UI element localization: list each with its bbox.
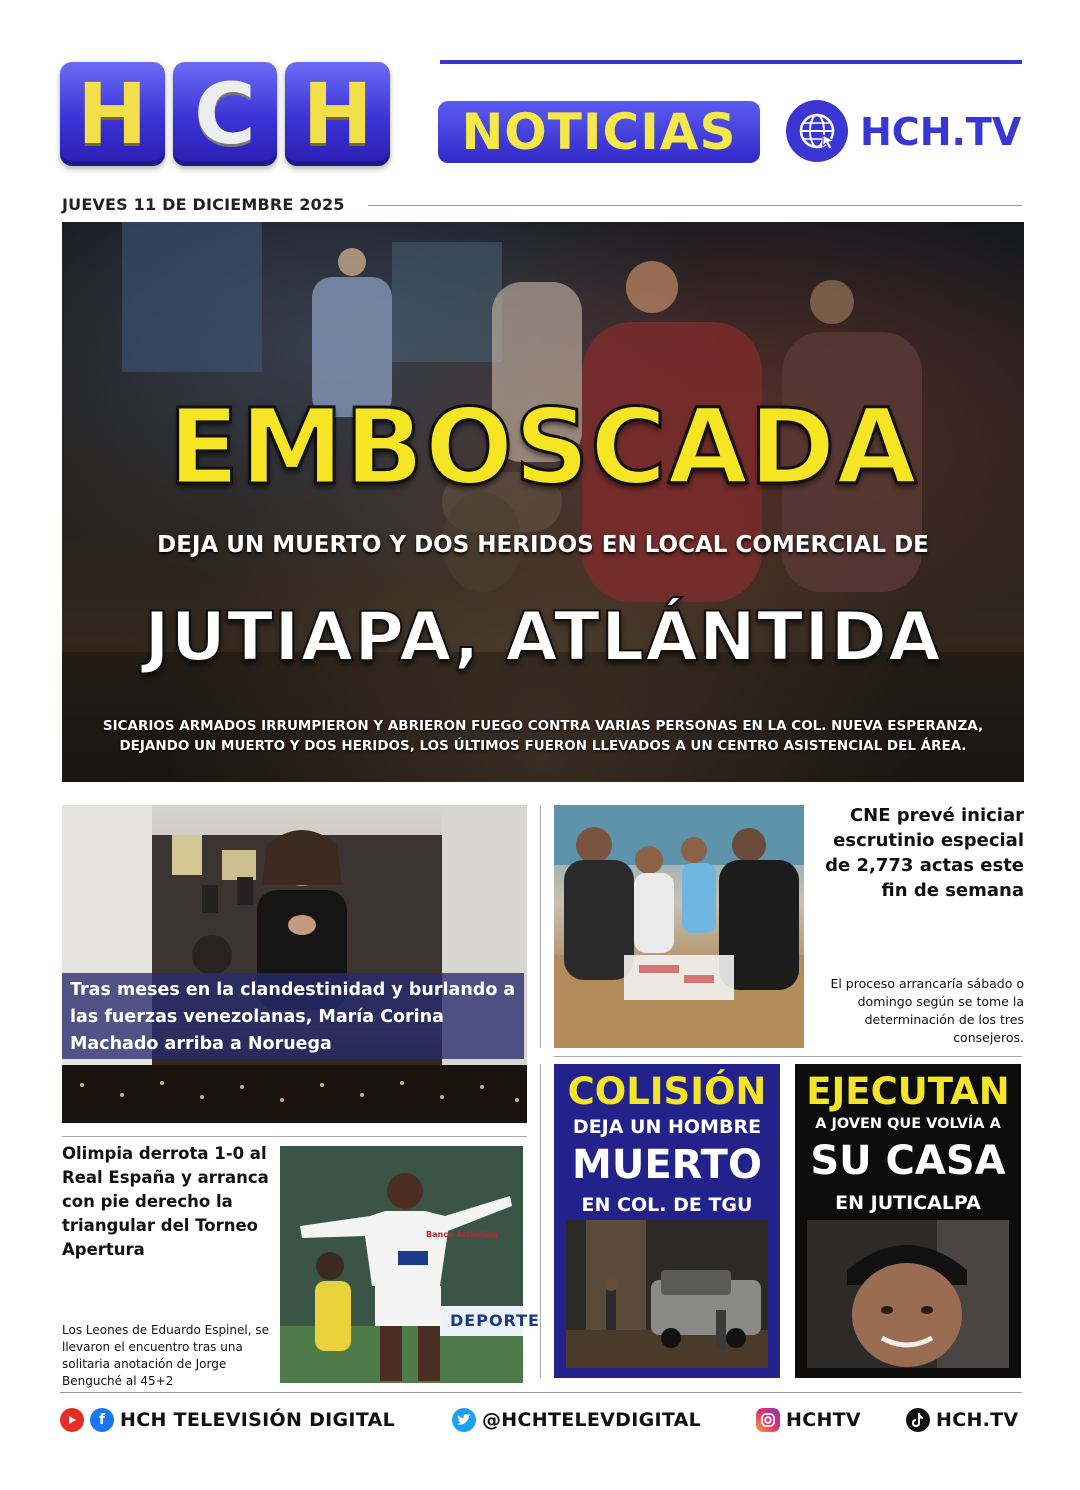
hero-summary: SICARIOS ARMADOS IRRUMPIERON Y ABRIERON FUEGO CONTRA VARIAS PERSONAS EN LA COL. NUEVA ESPERANZA, DEJANDO UN MUERTO Y DOS HERIDOS, LOS ÚLTIMOS FUERON LLEVADOS A UN CENTRO ASISTENCIAL DEL ÁREA. bbox=[102, 718, 984, 754]
machado-headline: Tras meses en la clandestinidad y burlando a las fuerzas venezolanas, María Corina Machado arriba a Noruega bbox=[62, 973, 524, 1059]
footer-divider bbox=[60, 1392, 1022, 1393]
column-divider-lower bbox=[540, 1064, 541, 1378]
hch-logo[interactable] bbox=[60, 62, 390, 166]
instagram-handle: HCHTV bbox=[786, 1409, 861, 1431]
ejecutan-line3: SU CASA bbox=[810, 1138, 1006, 1184]
ad-board-text: DEPORTE bbox=[450, 1311, 540, 1330]
hero-subtitle: DEJA UN MUERTO Y DOS HERIDOS EN LOCAL COMERCIAL DE bbox=[157, 532, 929, 558]
ejecutan-title: EJECUTAN bbox=[806, 1070, 1010, 1113]
colision-story[interactable] bbox=[554, 1064, 780, 1378]
cne-headline[interactable]: CNE prevé iniciar escrutinio especial de 2,773 actas este fin de semana bbox=[825, 805, 1024, 901]
cne-photo[interactable] bbox=[554, 805, 804, 1048]
hero-location: JUTIAPA, ATLÁNTIDA bbox=[144, 598, 942, 677]
ejecutan-story[interactable] bbox=[795, 1064, 1021, 1378]
tiktok-icon[interactable] bbox=[906, 1408, 930, 1432]
twitter-icon[interactable] bbox=[452, 1408, 476, 1432]
instagram-icon[interactable] bbox=[756, 1408, 780, 1432]
issue-date: JUEVES 11 DE DICIEMBRE 2025 bbox=[62, 195, 345, 214]
youtube-icon[interactable] bbox=[60, 1408, 84, 1432]
ejecutan-line4: EN JUTICALPA bbox=[835, 1192, 981, 1214]
colision-line2: DEJA UN HOMBRE bbox=[572, 1116, 762, 1138]
olimpia-headline[interactable]: Olimpia derrota 1-0 al Real España y arranca con pie derecho la triangular del Torneo Apertura bbox=[62, 1144, 269, 1259]
date-divider bbox=[368, 205, 1022, 206]
logo-letter-h2: H bbox=[285, 62, 390, 166]
social-facebook[interactable] bbox=[60, 1408, 395, 1432]
row-divider-left bbox=[62, 1136, 527, 1137]
section-badge: NOTICIAS bbox=[438, 101, 760, 163]
cne-summary: El proceso arrancaría sábado o domingo según se tome la determinación de los tres consejeros. bbox=[830, 976, 1024, 1045]
twitter-handle: @HCHTELEVDIGITAL bbox=[482, 1409, 702, 1431]
logo-letter-c: C bbox=[173, 62, 278, 166]
social-twitter[interactable] bbox=[452, 1408, 701, 1432]
olimpia-photo[interactable] bbox=[280, 1146, 540, 1383]
hero-story[interactable] bbox=[62, 222, 1024, 782]
machado-photo bbox=[62, 805, 527, 1123]
logo-letter-h1: H bbox=[60, 62, 165, 166]
colision-line4: EN COL. DE TGU bbox=[581, 1194, 753, 1216]
facebook-handle: HCH TELEVISIÓN DIGITAL bbox=[120, 1409, 395, 1431]
colision-photo bbox=[566, 1220, 768, 1368]
globe-icon[interactable] bbox=[786, 100, 848, 162]
ejecutan-photo bbox=[807, 1220, 1009, 1368]
social-instagram[interactable] bbox=[756, 1408, 861, 1432]
ejecutan-line2: A JOVEN QUE VOLVÍA A bbox=[815, 1116, 1001, 1132]
row-divider bbox=[554, 1056, 1022, 1057]
olimpia-summary: Los Leones de Eduardo Espinel, se llevaron el encuentro tras una solitaria anotación de Jorge Benguché al 45+2 bbox=[62, 1323, 269, 1388]
social-tiktok[interactable] bbox=[906, 1408, 1018, 1432]
jersey-sponsor: Banco Atlántida bbox=[426, 1230, 498, 1239]
site-link[interactable]: HCH.TV bbox=[860, 110, 1022, 154]
hero-title: EMBOSCADA bbox=[168, 386, 918, 508]
header-divider bbox=[440, 60, 1022, 64]
facebook-icon[interactable]: f bbox=[90, 1408, 114, 1432]
tiktok-handle: HCH.TV bbox=[936, 1409, 1019, 1431]
machado-story[interactable] bbox=[62, 805, 527, 1123]
column-divider bbox=[540, 805, 541, 1048]
colision-line3: MUERTO bbox=[572, 1142, 762, 1188]
colision-title: COLISIÓN bbox=[567, 1070, 767, 1113]
